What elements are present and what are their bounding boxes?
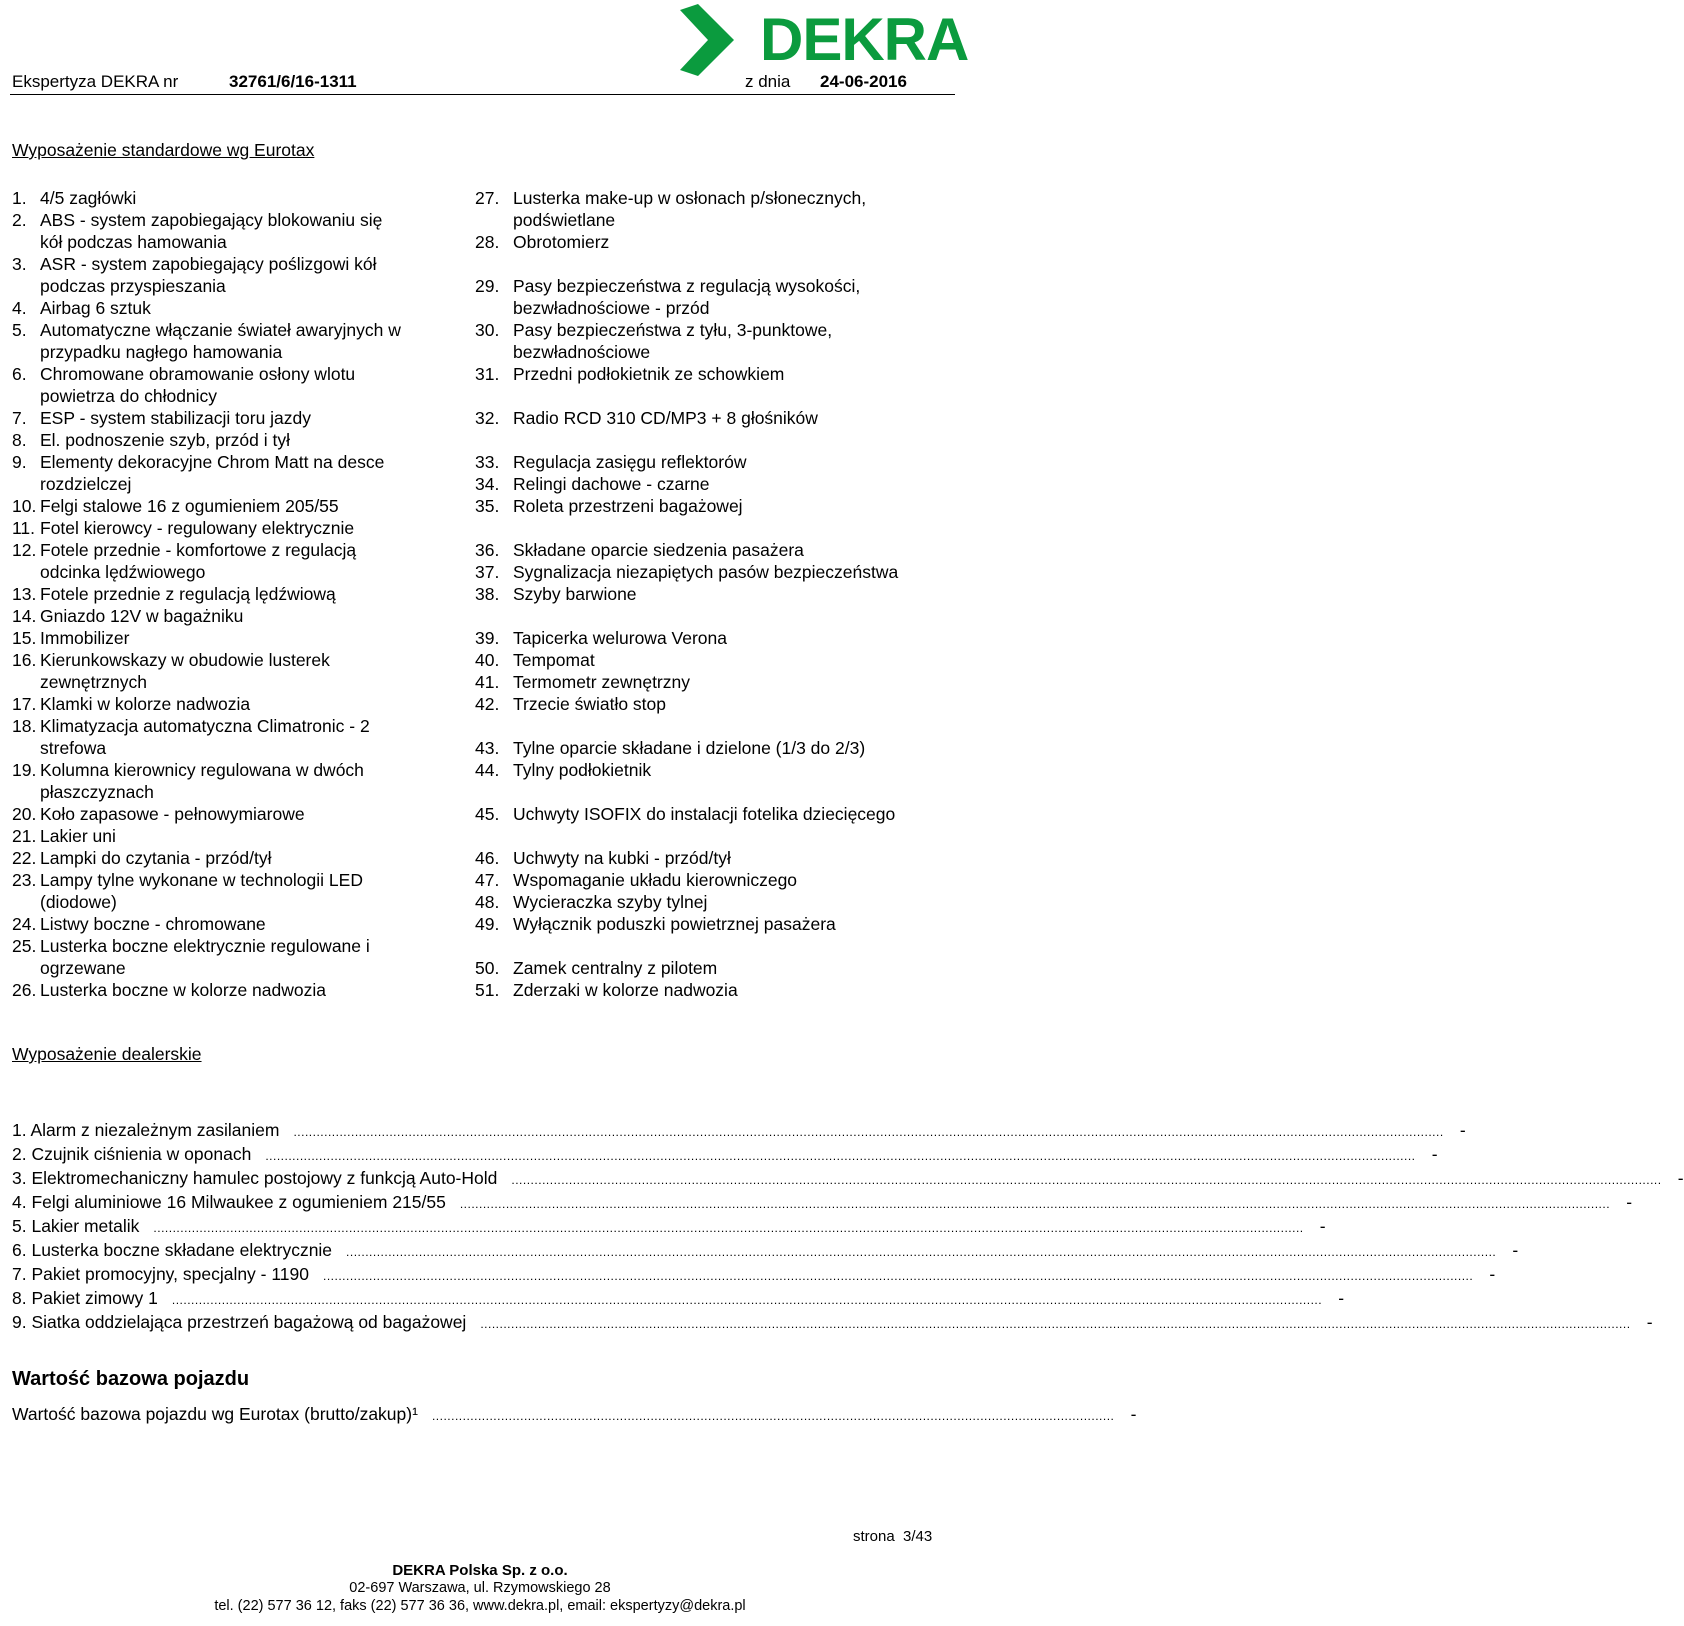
list-item-number: 22. [12, 848, 37, 868]
dealer-item-label: 1. Alarm z niezależnym zasilaniem [12, 1120, 280, 1140]
list-item [475, 275, 955, 297]
list-item-text: El. podnoszenie szyb, przód i tył [40, 430, 290, 450]
list-item-number: 38. [475, 584, 500, 604]
list-item-number: 1. [12, 188, 27, 208]
list-item-number [475, 253, 513, 275]
list-item [475, 627, 955, 649]
list-item [12, 363, 442, 385]
list-item-text: Przedni podłokietnik ze schowkiem [513, 364, 785, 384]
list-item-text: Lusterka boczne elektrycznie regulowane i [40, 936, 370, 956]
list-item-text: Gniazdo 12V w bagażniku [40, 606, 244, 626]
list-item [12, 231, 442, 253]
list-item-text: Szyby barwione [513, 584, 637, 604]
list-item [475, 671, 955, 693]
list-item-text: Tylny podłokietnik [513, 760, 652, 780]
list-item [12, 869, 442, 891]
list-item-text: płaszczyznach [40, 782, 154, 802]
page-number [853, 1528, 932, 1545]
dealer-item [12, 1239, 1519, 1263]
list-item-number: 12. [12, 540, 37, 560]
list-item-number: 34. [475, 474, 500, 494]
list-item [475, 891, 955, 913]
list-item-text: Klimatyzacja automatyczna Climatronic - 2 [40, 716, 370, 736]
list-item [475, 319, 955, 341]
list-item [12, 693, 442, 715]
list-item-number [12, 781, 40, 803]
list-item-text: Uchwyty na kubki - przód/tył [513, 848, 731, 868]
list-item-text: Lampy tylne wykonane w technologii LED [40, 870, 363, 890]
dealer-item-value: - [1319, 1216, 1326, 1236]
list-item [12, 297, 442, 319]
list-item [475, 913, 955, 935]
list-item-number: 43. [475, 738, 500, 758]
dealer-item-label: 3. Elektromechaniczny hamulec postojowy z funkcją Auto-Hold [12, 1168, 498, 1188]
list-item-number: 42. [475, 694, 500, 714]
list-item [12, 253, 442, 275]
dealer-item [12, 1143, 1438, 1167]
list-item [475, 847, 955, 869]
list-item-number: 11. [12, 518, 36, 538]
list-item-number: 28. [475, 232, 500, 252]
list-item-number [475, 517, 513, 539]
list-item [475, 693, 955, 715]
list-item [12, 759, 442, 781]
list-item [475, 495, 955, 517]
list-item [475, 451, 955, 473]
list-item-text: strefowa [40, 738, 107, 758]
page-label: strona [853, 1528, 895, 1545]
list-item-number: 25. [12, 936, 37, 956]
list-item-text: Lusterka make-up w osłonach p/słonecznych, [513, 188, 867, 208]
list-item [12, 385, 442, 407]
list-item [12, 781, 442, 803]
list-item-number: 39. [475, 628, 500, 648]
list-item [475, 231, 955, 253]
list-item-number [475, 297, 513, 319]
list-item [475, 737, 955, 759]
list-item-text: bezwładnościowe - przód [513, 298, 710, 318]
list-item [12, 957, 442, 979]
list-item-number: 18. [12, 716, 37, 736]
leader-dots: ............................................................................................................................................................................................................................................................................................................ [511, 1173, 1662, 1187]
list-item-text: Pasy bezpieczeństwa z regulacją wysokości, [513, 276, 861, 296]
standard-list-left [12, 187, 442, 1001]
list-item [475, 869, 955, 891]
leader-dots: ............................................................................................................................................................................................................................................................................................................ [171, 1293, 1323, 1307]
list-item-text: Felgi stalowe 16 z ogumieniem 205/55 [40, 496, 339, 516]
standard-list-right [475, 187, 955, 1001]
list-item-number [12, 671, 40, 693]
list-item-text: Tempomat [513, 650, 595, 670]
list-item [12, 539, 442, 561]
list-item-text: Składane oparcie siedzenia pasażera [513, 540, 804, 560]
list-item-text: Fotele przednie - komfortowe z regulacją [40, 540, 357, 560]
leader-dots: ............................................................................................................................................................................................................................................................................................................ [265, 1149, 1416, 1163]
list-item [475, 517, 955, 539]
list-item-number [475, 385, 513, 407]
list-item [475, 561, 955, 583]
list-item-number: 3. [12, 254, 27, 274]
list-item-text: Listwy boczne - chromowane [40, 914, 266, 934]
list-item-text: Tylne oparcie składane i dzielone (1/3 do 2/3) [513, 738, 866, 758]
list-item [12, 275, 442, 297]
list-item-number [12, 737, 40, 759]
list-item-text: Klamki w kolorze nadwozia [40, 694, 251, 714]
list-item-text: Lampki do czytania - przód/tył [40, 848, 272, 868]
list-item-number: 29. [475, 276, 500, 296]
dealer-item-value: - [1431, 1144, 1438, 1164]
list-item-text: Pasy bezpieczeństwa z tyłu, 3-punktowe, [513, 320, 833, 340]
header-rule [10, 94, 955, 95]
list-item-number: 41. [475, 672, 500, 692]
list-item-number [12, 473, 40, 495]
list-item [475, 209, 955, 231]
dealer-item-value: - [1646, 1312, 1653, 1332]
leader-dots: ............................................................................................................................................................................................................................................................................................................ [480, 1317, 1631, 1331]
base-value-amount: - [1130, 1404, 1137, 1424]
list-item [12, 605, 442, 627]
list-item-number [475, 935, 513, 957]
list-item [12, 627, 442, 649]
leader-dots: ............................................................................................................................................................................................................................................................................................................ [346, 1245, 1497, 1259]
list-item-text: Regulacja zasięgu reflektorów [513, 452, 747, 472]
leader-dots: ............................................................................................................................................................................................................................................................................................................ [293, 1125, 1444, 1139]
list-item-number: 19. [12, 760, 37, 780]
leader-dots: ............................................................................................................................................................................................................................................................................................................ [323, 1269, 1474, 1283]
list-item-text: Termometr zewnętrzny [513, 672, 690, 692]
list-item [475, 363, 955, 385]
list-item-text: bezwładnościowe [513, 342, 651, 362]
list-item-text: przypadku nagłego hamowania [40, 342, 283, 362]
list-item-text [513, 253, 955, 275]
list-item [12, 737, 442, 759]
list-item-number: 2. [12, 210, 27, 230]
list-item-number [475, 715, 513, 737]
list-item [12, 649, 442, 671]
list-item [12, 803, 442, 825]
list-item-number: 4. [12, 298, 27, 318]
list-item-number: 30. [475, 320, 500, 340]
list-item [475, 605, 955, 627]
list-item-number: 33. [475, 452, 500, 472]
list-item-text [513, 517, 955, 539]
dealer-item-value: - [1338, 1288, 1345, 1308]
list-item [475, 583, 955, 605]
list-item-text: Elementy dekoracyjne Chrom Matt na desce [40, 452, 385, 472]
list-item-number: 49. [475, 914, 500, 934]
list-item-text [513, 781, 955, 803]
list-item-text: Kolumna kierownicy regulowana w dwóch [40, 760, 364, 780]
list-item-text: Airbag 6 sztuk [40, 298, 151, 318]
list-item-text: Zderzaki w kolorze nadwozia [513, 980, 738, 1000]
list-item-text: Uchwyty ISOFIX do instalacji fotelika dziecięcego [513, 804, 896, 824]
list-item-text: Chromowane obramowanie osłony wlotu [40, 364, 356, 384]
base-value-title: Wartość bazowa pojazdu [12, 1368, 250, 1390]
dealer-item-label: 9. Siatka oddzielająca przestrzeń bagażową od bagażowej [12, 1312, 467, 1332]
list-item-text: Kierunkowskazy w obudowie lusterek [40, 650, 330, 670]
list-item-number: 16. [12, 650, 37, 670]
dealer-item-label: 7. Pakiet promocyjny, specjalny - 1190 [12, 1264, 309, 1284]
list-item [475, 341, 955, 363]
list-item-text: (diodowe) [40, 892, 117, 912]
list-item-text [513, 385, 955, 407]
list-item [12, 187, 442, 209]
list-item [475, 825, 955, 847]
list-item-text [513, 429, 955, 451]
dealer-item-value: - [1626, 1192, 1633, 1212]
footer-contact: tel. (22) 577 36 12, faks (22) 577 36 36, www.dekra.pl, email: ekspertyzy@dekra.pl [214, 1598, 746, 1614]
list-item-number [475, 209, 513, 231]
list-item-text: rozdzielczej [40, 474, 132, 494]
list-item-number: 14. [12, 606, 37, 626]
list-item-number: 24. [12, 914, 37, 934]
list-item-number: 21. [12, 826, 37, 846]
list-item-text: Lakier uni [40, 826, 116, 846]
list-item-number: 15. [12, 628, 37, 648]
list-item [475, 253, 955, 275]
list-item-text: ogrzewane [40, 958, 126, 978]
list-item [475, 759, 955, 781]
list-item-number: 48. [475, 892, 500, 912]
standard-equipment-title: Wyposażenie standardowe wg Eurotax [12, 140, 315, 160]
list-item [12, 407, 442, 429]
list-item-text: odcinka lędźwiowego [40, 562, 206, 582]
list-item-text: Lusterka boczne w kolorze nadwozia [40, 980, 326, 1000]
list-item-number: 7. [12, 408, 27, 428]
list-item-text: ABS - system zapobiegający blokowaniu się [40, 210, 383, 230]
list-item [12, 583, 442, 605]
list-item-text: Tapicerka welurowa Verona [513, 628, 728, 648]
list-item-number: 23. [12, 870, 37, 890]
doc-number: 32761/6/16-1311 [229, 72, 357, 91]
dealer-item-label: 5. Lakier metalik [12, 1216, 140, 1236]
list-item-text: ESP - system stabilizacji toru jazdy [40, 408, 312, 428]
list-item [12, 429, 442, 451]
list-item-text: Wycieraczka szyby tylnej [513, 892, 708, 912]
list-item-number: 50. [475, 958, 500, 978]
list-item [12, 319, 442, 341]
list-item [475, 429, 955, 451]
list-item-number [12, 891, 40, 913]
list-item-text [513, 935, 955, 957]
dealer-equipment-title: Wyposażenie dealerskie [12, 1044, 202, 1064]
list-item-text: Immobilizer [40, 628, 130, 648]
list-item-number: 27. [475, 188, 500, 208]
dealer-item [12, 1263, 1496, 1287]
list-item-text: Automatyczne włączanie świateł awaryjnych w [40, 320, 401, 340]
dealer-item-label: 2. Czujnik ciśnienia w oponach [12, 1144, 252, 1164]
list-item-text: Sygnalizacja niezapiętych pasów bezpieczeństwa [513, 562, 899, 582]
list-item [475, 187, 955, 209]
list-item-text: Obrotomierz [513, 232, 610, 252]
list-item [475, 385, 955, 407]
list-item-number: 35. [475, 496, 500, 516]
list-item-text: ASR - system zapobiegający poślizgowi kół [40, 254, 377, 274]
list-item-text: Koło zapasowe - pełnowymiarowe [40, 804, 305, 824]
list-item-text [513, 715, 955, 737]
list-item [12, 715, 442, 737]
dealer-item-value: - [1512, 1240, 1519, 1260]
dealer-item-value: - [1459, 1120, 1466, 1140]
list-item-number: 5. [12, 320, 27, 340]
list-item-number [12, 957, 40, 979]
list-item-number [12, 275, 40, 297]
list-item-number [12, 561, 40, 583]
list-item-text: Radio RCD 310 CD/MP3 + 8 głośników [513, 408, 818, 428]
list-item-text: Fotel kierowcy - regulowany elektrycznie [40, 518, 355, 538]
list-item-text: podświetlane [513, 210, 616, 230]
dealer-item-label: 8. Pakiet zimowy 1 [12, 1288, 158, 1308]
list-item-number: 17. [12, 694, 37, 714]
base-value-label: Wartość bazowa pojazdu wg Eurotax (brutto/zakup)¹ [12, 1404, 418, 1424]
list-item-number [475, 825, 513, 847]
base-value-row [12, 1404, 1137, 1425]
list-item-number [12, 231, 40, 253]
footer-address: 02-697 Warszawa, ul. Rzymowskiego 28 [349, 1580, 611, 1596]
list-item [12, 517, 442, 539]
dealer-item [12, 1119, 1466, 1143]
list-item-text: powietrza do chłodnicy [40, 386, 218, 406]
list-item [12, 847, 442, 869]
list-item-number [475, 341, 513, 363]
list-item [12, 495, 442, 517]
dealer-item-value: - [1677, 1168, 1684, 1188]
dealer-item [12, 1167, 1684, 1191]
list-item-text: Relingi dachowe - czarne [513, 474, 710, 494]
list-item-number: 32. [475, 408, 500, 428]
list-item-number [12, 341, 40, 363]
list-item-number: 13. [12, 584, 37, 604]
list-item [12, 561, 442, 583]
dealer-item [12, 1191, 1633, 1215]
list-item-number [475, 605, 513, 627]
list-item [475, 803, 955, 825]
list-item-text: zewnętrznych [40, 672, 147, 692]
list-item [12, 825, 442, 847]
dealer-item-label: 4. Felgi aluminiowe 16 Milwaukee z ogumieniem 215/55 [12, 1192, 446, 1212]
list-item [475, 781, 955, 803]
list-item-number: 44. [475, 760, 500, 780]
list-item [475, 715, 955, 737]
list-item-text: Wspomaganie układu kierowniczego [513, 870, 798, 890]
date-value: 24-06-2016 [820, 72, 907, 91]
list-item-number: 31. [475, 364, 500, 384]
list-item-number: 36. [475, 540, 500, 560]
date-label: z dnia [745, 72, 791, 91]
dealer-list [12, 1119, 1684, 1335]
list-item-text: Roleta przestrzeni bagażowej [513, 496, 743, 516]
dealer-item-label: 6. Lusterka boczne składane elektrycznie [12, 1240, 333, 1260]
list-item [475, 979, 955, 1001]
leader-dots: ............................................................................................................................................................................................................................................................................................................ [153, 1221, 1304, 1235]
list-item-number: 46. [475, 848, 500, 868]
dealer-item [12, 1311, 1653, 1335]
dealer-item [12, 1287, 1345, 1311]
list-item-text: Wyłącznik poduszki powietrznej pasażera [513, 914, 836, 934]
logo-text: DEKRA [760, 6, 969, 73]
list-item-number: 40. [475, 650, 500, 670]
list-item-text [513, 605, 955, 627]
list-item [475, 407, 955, 429]
list-item-number: 6. [12, 364, 27, 384]
list-item [12, 891, 442, 913]
list-item-number [12, 385, 40, 407]
leader-dots: .................................................................................................................................................................................. [431, 1409, 1115, 1423]
list-item-number: 51. [475, 980, 500, 1000]
dealer-item [12, 1215, 1326, 1239]
list-item [12, 341, 442, 363]
list-item-number: 9. [12, 452, 27, 472]
list-item [12, 979, 442, 1001]
dealer-item-value: - [1489, 1264, 1496, 1284]
list-item [475, 539, 955, 561]
list-item-number: 47. [475, 870, 500, 890]
footer-company: DEKRA Polska Sp. z o.o. [392, 1562, 568, 1579]
list-item-number [475, 429, 513, 451]
list-item-text: Zamek centralny z pilotem [513, 958, 718, 978]
list-item-number: 37. [475, 562, 500, 582]
dekra-chevron-icon [676, 4, 736, 76]
list-item [12, 913, 442, 935]
list-item [12, 935, 442, 957]
list-item-number [475, 781, 513, 803]
list-item-text: kół podczas hamowania [40, 232, 227, 252]
list-item [12, 671, 442, 693]
list-item [12, 473, 442, 495]
list-item [475, 649, 955, 671]
list-item [475, 935, 955, 957]
list-item [475, 297, 955, 319]
list-item-text: podczas przyspieszania [40, 276, 226, 296]
list-item-text: 4/5 zagłówki [40, 188, 137, 208]
list-item-number: 26. [12, 980, 37, 1000]
list-item-text: Trzecie światło stop [513, 694, 667, 714]
list-item-number: 20. [12, 804, 37, 824]
list-item-number: 10. [12, 496, 37, 516]
list-item [475, 473, 955, 495]
page-value: 3/43 [903, 1528, 933, 1545]
leader-dots: ............................................................................................................................................................................................................................................................................................................ [459, 1197, 1611, 1211]
list-item [12, 451, 442, 473]
list-item-text [513, 825, 955, 847]
list-item-number: 8. [12, 430, 27, 450]
list-item-text: Fotele przednie z regulacją lędźwiową [40, 584, 336, 604]
list-item [475, 957, 955, 979]
list-item-number: 45. [475, 804, 500, 824]
doc-label: Ekspertyza DEKRA nr [12, 72, 179, 91]
list-item [12, 209, 442, 231]
